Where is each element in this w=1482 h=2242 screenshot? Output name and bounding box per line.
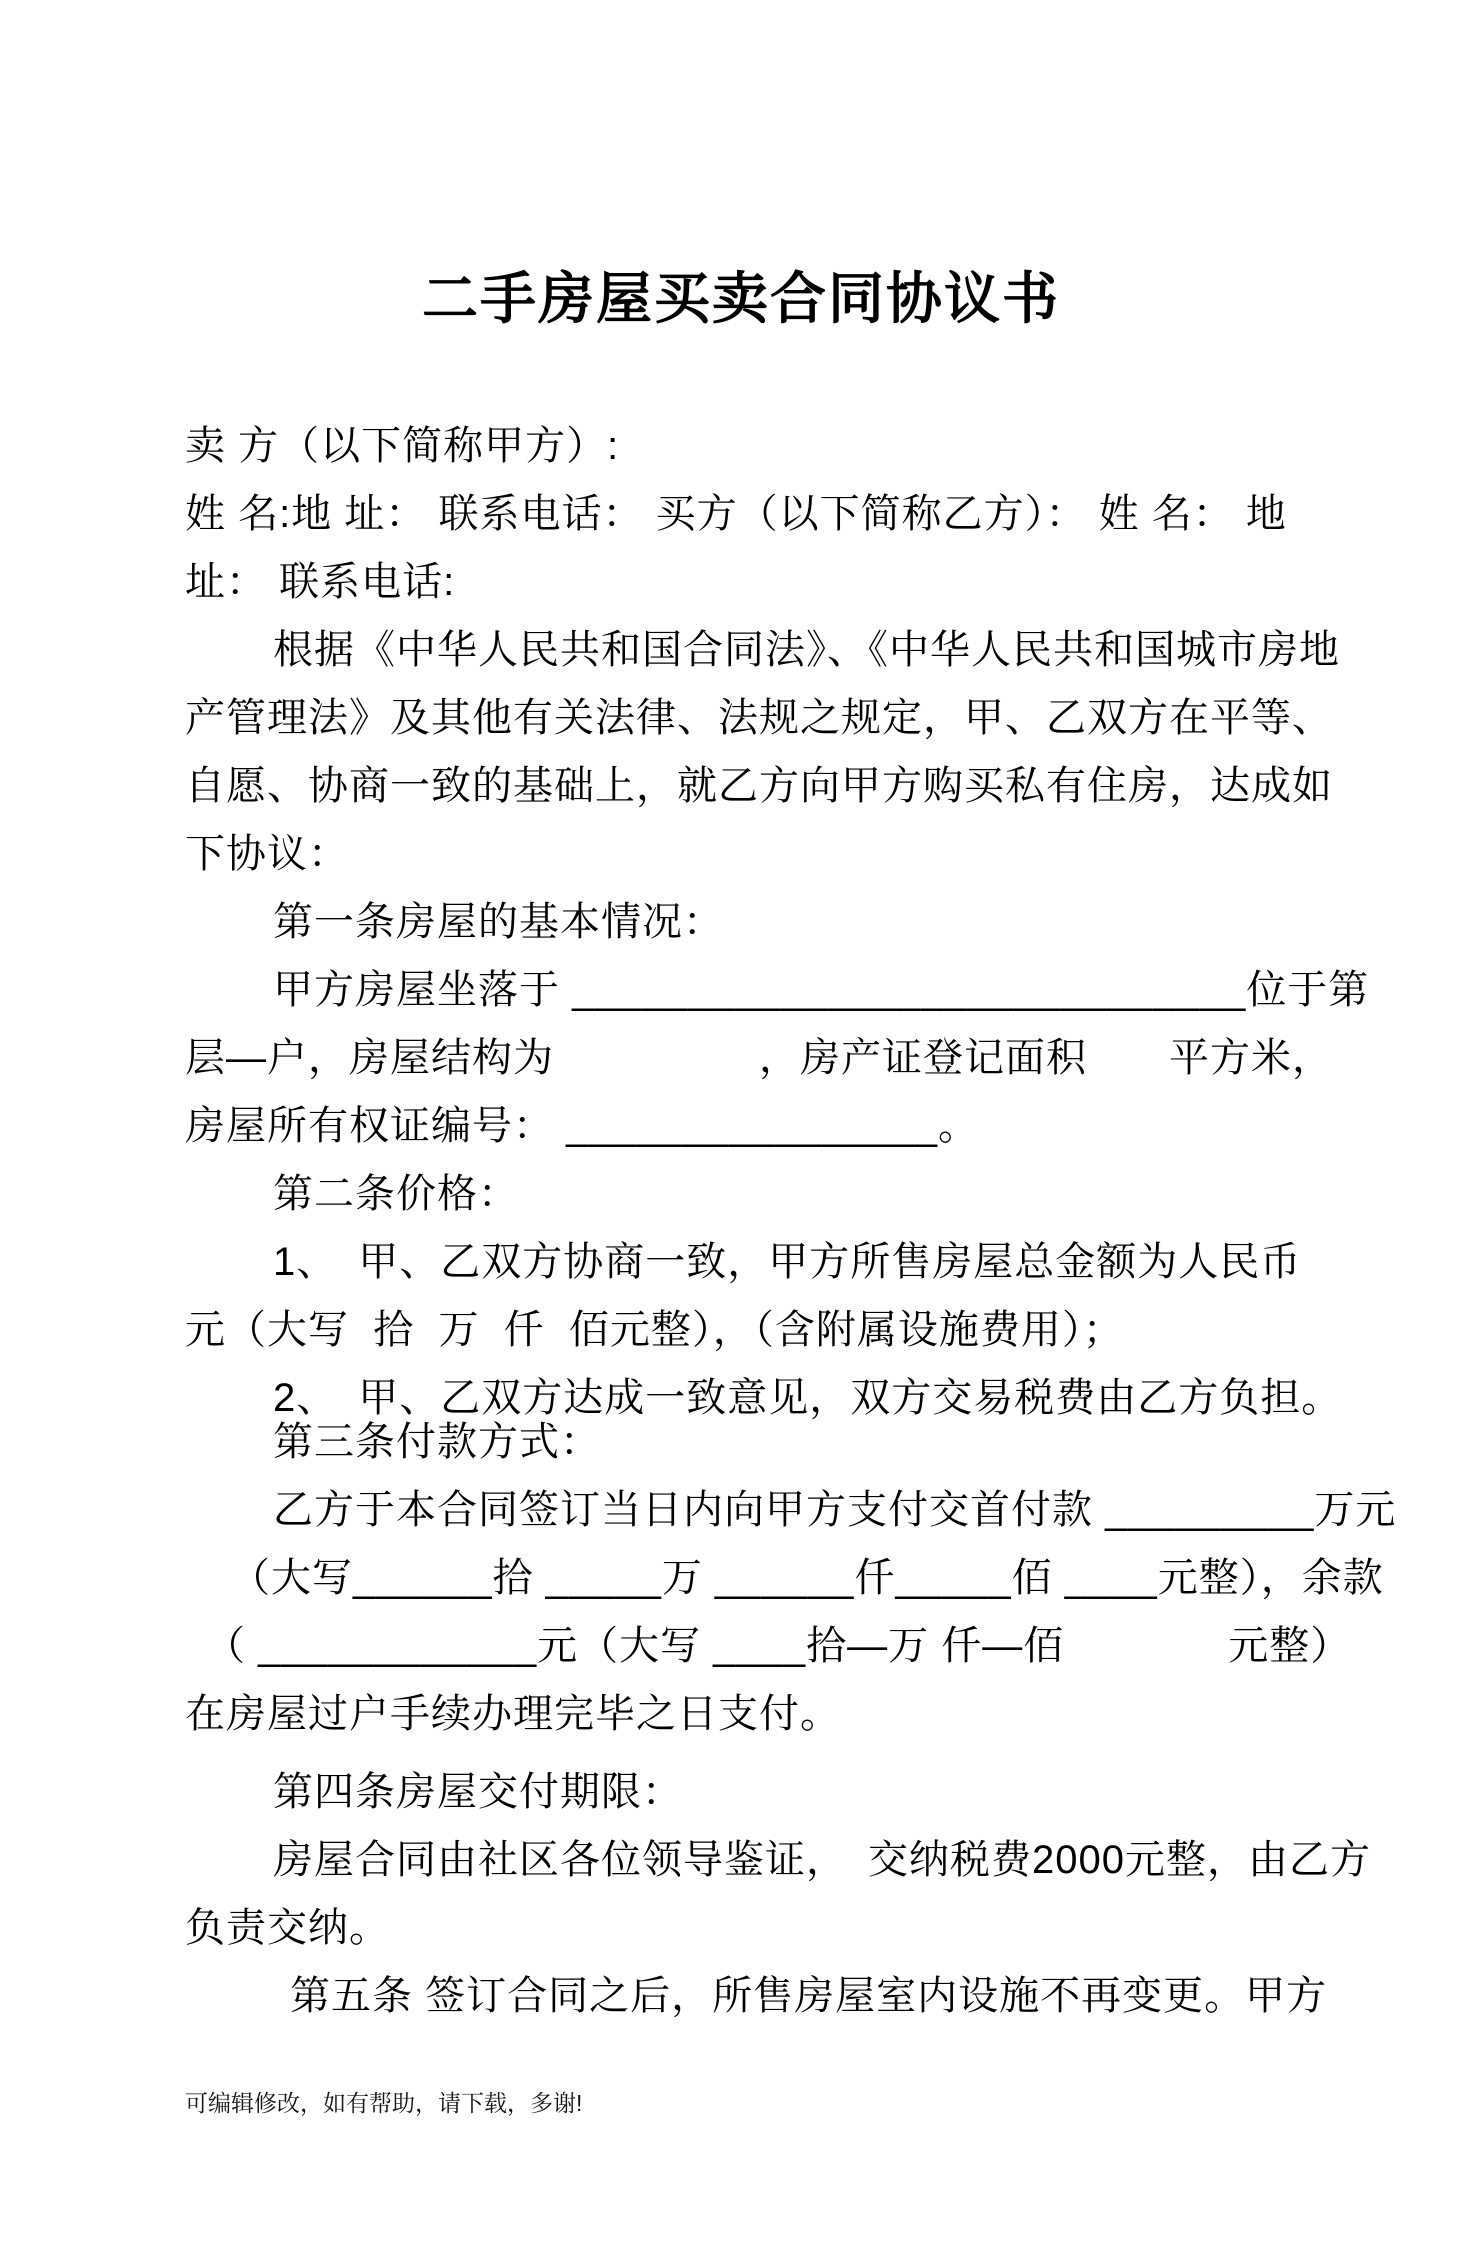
contract-line: （大写______拾 _____万 ______仟_____佰 ____元整），余款 [230,1556,1384,1600]
contract-line: 层—户，房屋结构为 ，房产证登记面积 平方米， [185,1036,1333,1080]
contract-line: 自愿、协商一致的基础上，就乙方向甲方购买私有住房，达成如 [185,764,1333,808]
contract-line: 根据《中华人民共和国合同法》、《中华人民共和国城市房地 [273,628,1340,672]
contract-line: 1、 甲、乙双方协商一致，甲方所售房屋总金额为人民币 [273,1240,1302,1284]
contract-line: 2、 甲、乙双方达成一致意见，双方交易税费由乙方负担。 [273,1376,1343,1420]
contract-line: 元（大写 拾 万 仟 佰元整），（含附属设施费用）； [185,1308,1124,1352]
contract-line: 负责交纳。 [185,1906,390,1950]
contract-line: 乙方于本合同签订当日内向甲方支付交首付款 _________万元 [273,1488,1397,1532]
contract-line: 卖 方（以下简称甲方）: [185,424,620,468]
document-title: 二手房屋买卖合同协议书 [422,267,1060,330]
footer-note: 可编辑修改，如有帮助，请下载，多谢! [185,2090,583,2116]
contract-line: 房屋合同由社区各位领导鉴证， 交纳税费2000元整，由乙方 [273,1838,1371,1882]
contract-body [185,412,1397,2030]
contract-line: 在房屋过户手续办理完毕之日支付。 [185,1692,841,1736]
contract-line: 甲方房屋坐落于 _____________________________位于第 [273,968,1370,1012]
contract-line: 姓 名:地 址： 联系电话： 买方（以下简称乙方）： 姓 名： 地 [185,492,1287,536]
contract-line: （ ____________元（大写 ____拾—万 仟—佰 元整） [205,1624,1352,1668]
contract-line: 址： 联系电话: [185,560,456,604]
contract-line: 产管理法》及其他有关法律、法规之规定，甲、乙双方在平等、 [185,696,1333,740]
contract-line: 下协议： [185,832,349,876]
contract-section-heading: 第二条价格： [273,1172,519,1216]
contract-section-heading: 第一条房屋的基本情况： [273,900,724,944]
contract-line: 第五条 签订合同之后，所售房屋室内设施不再变更。甲方 [290,1974,1328,2018]
contract-line: 房屋所有权证编号： ________________。 [185,1104,980,1148]
contract-section-heading: 第四条房屋交付期限： [273,1770,683,1814]
contract-section-heading: 第三条付款方式： [273,1420,601,1464]
